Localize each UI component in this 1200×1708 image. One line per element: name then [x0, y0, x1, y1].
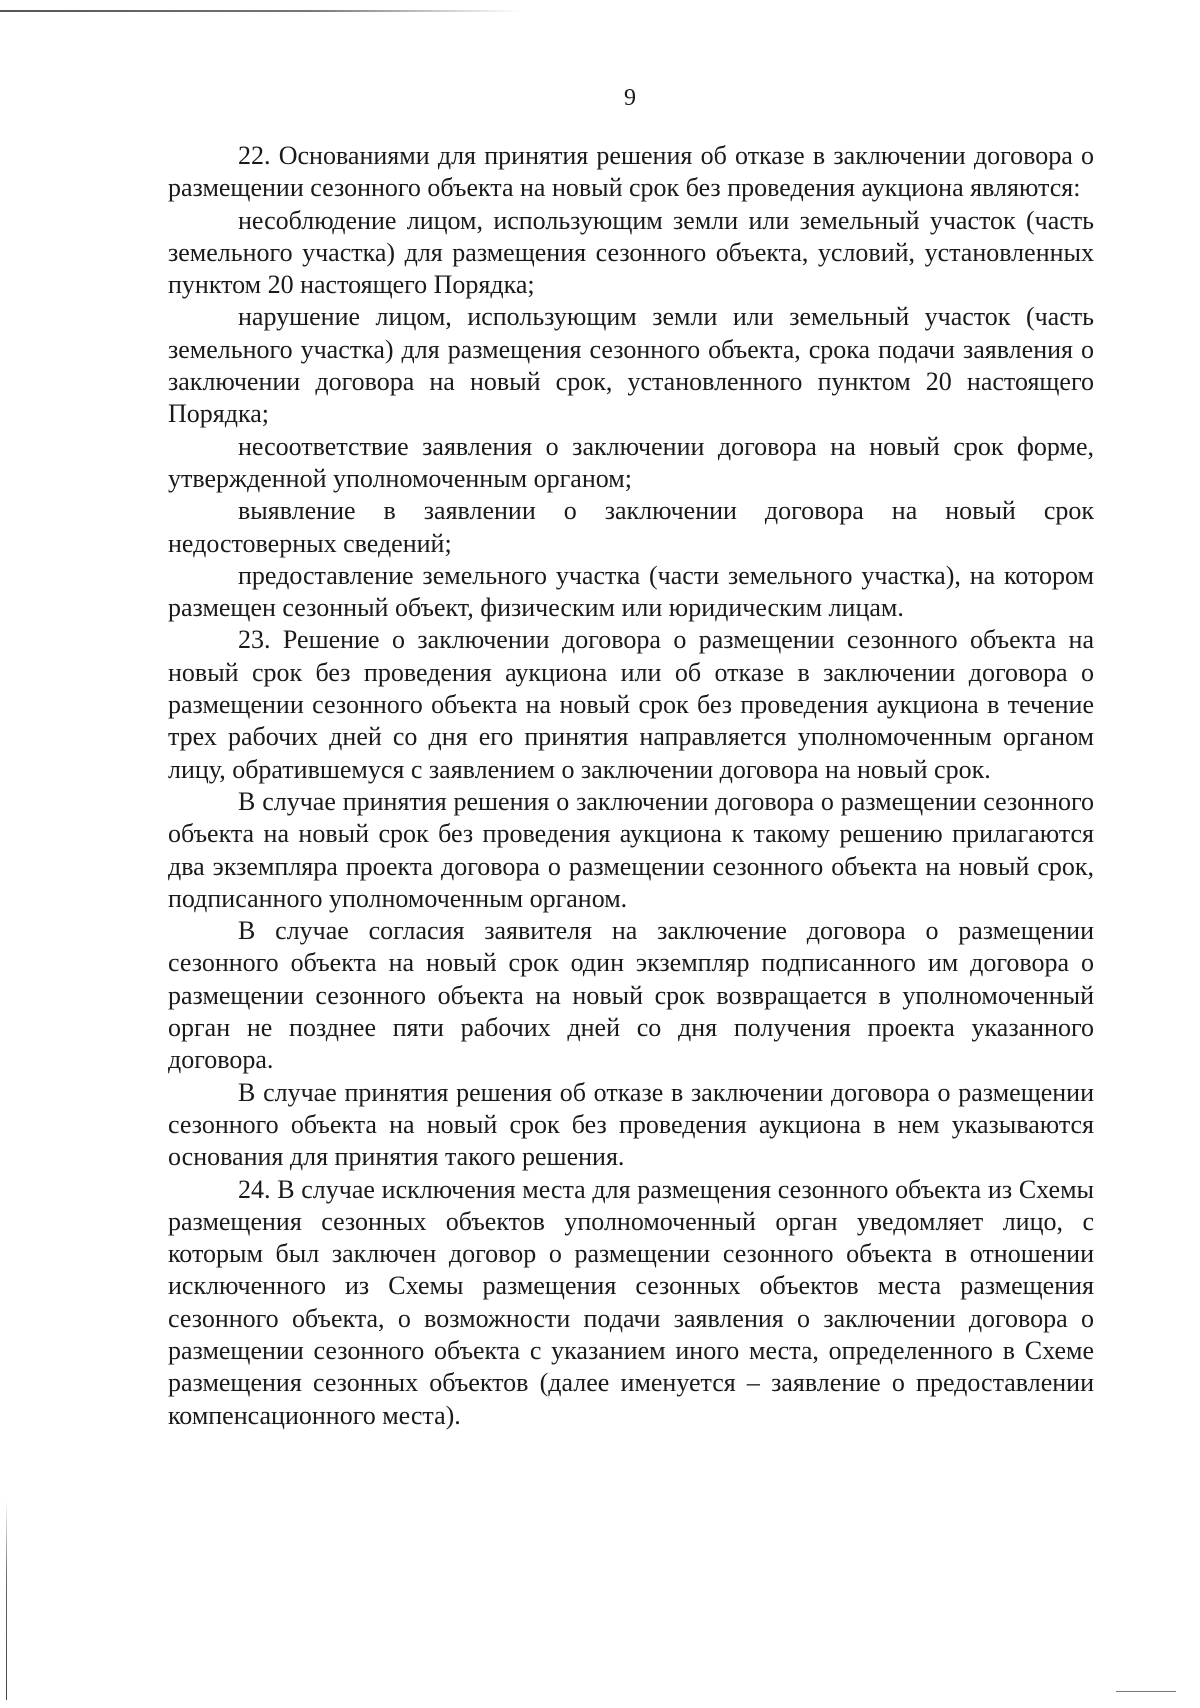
paragraph-22-item-2: нарушение лицом, использующим земли или земельный участок (часть земельного участка) для размещения сезонного объекта, срока подачи заявления о заключении договора на новый срок, установленного пунктом 20 настоящего Порядка; — [168, 302, 1094, 429]
paragraph-23-part-2: В случае принятия решения о заключении договора о размещении сезонного объекта на новый срок без проведения аукциона к такому решению прилагаются два экземпляра проекта договора о размещении сезонного объекта на новый срок, подписанного уполномоченным органом. — [168, 786, 1094, 913]
paragraph-23-part-3: В случае согласия заявителя на заключение договора о размещении сезонного объекта на новый срок один экземпляр подписанного им договора о размещении сезонного объекта на новый срок возвращается в уполномоченный орган не позднее пяти рабочих дней со дня получения проекта указанного договора. — [168, 916, 1094, 1075]
paragraph-23-part-4: В случае принятия решения об отказе в заключении договора о размещении сезонного объекта на новый срок без проведения аукциона в нем указываются основания для принятия такого решения. — [168, 1077, 1094, 1172]
paragraph-22-item-1: несоблюдение лицом, использующим земли или земельный участок (часть земельного участка) для размещения сезонного объекта, условий, установленных пунктом 20 настоящего Порядка; — [168, 205, 1094, 300]
scan-edge-left — [6, 1500, 7, 1700]
paragraph-22-item-5: предоставление земельного участка (части земельного участка), на котором размещен сезонный объект, физическим или юридическим лицам. — [168, 560, 1094, 623]
paragraph-22: 22. Основаниями для принятия решения об отказе в заключении договора о размещении сезонного объекта на новый срок без проведения аукциона являются: — [168, 141, 1094, 203]
scan-edge-top — [0, 10, 520, 12]
page-number: 9 — [624, 85, 636, 111]
scan-edge-bottom — [1116, 1691, 1176, 1692]
document-body — [168, 140, 1094, 1432]
paragraph-23: 23. Решение о заключении договора о размещении сезонного объекта на новый срок без проведения аукциона или об отказе в заключении договора о размещении сезонного объекта на новый срок без проведения аукциона в течение трех рабочих дней со дня его принятия направляется уполномоченным органом лицу, обратившемуся с заявлением о заключении договора на новый срок. — [168, 625, 1094, 784]
paragraph-22-item-4: выявление в заявлении о заключении договора на новый срок недостоверных сведений; — [168, 496, 1094, 558]
paragraph-22-item-3: несоответствие заявления о заключении договора на новый срок форме, утвержденной уполномоченным органом; — [168, 431, 1094, 493]
paragraph-24: 24. В случае исключения места для размещения сезонного объекта из Схемы размещения сезонных объектов уполномоченный орган уведомляет лицо, с которым был заключен договор о размещении сезонного объекта в отношении исключенного из Схемы размещения сезонных объектов места размещения сезонного объекта, о возможности подачи заявления о заключении договора о размещении сезонного объекта с указанием иного места, определенного в Схеме размещения сезонных объектов (далее именуется – заявление о предоставлении компенсационного места). — [168, 1174, 1094, 1430]
